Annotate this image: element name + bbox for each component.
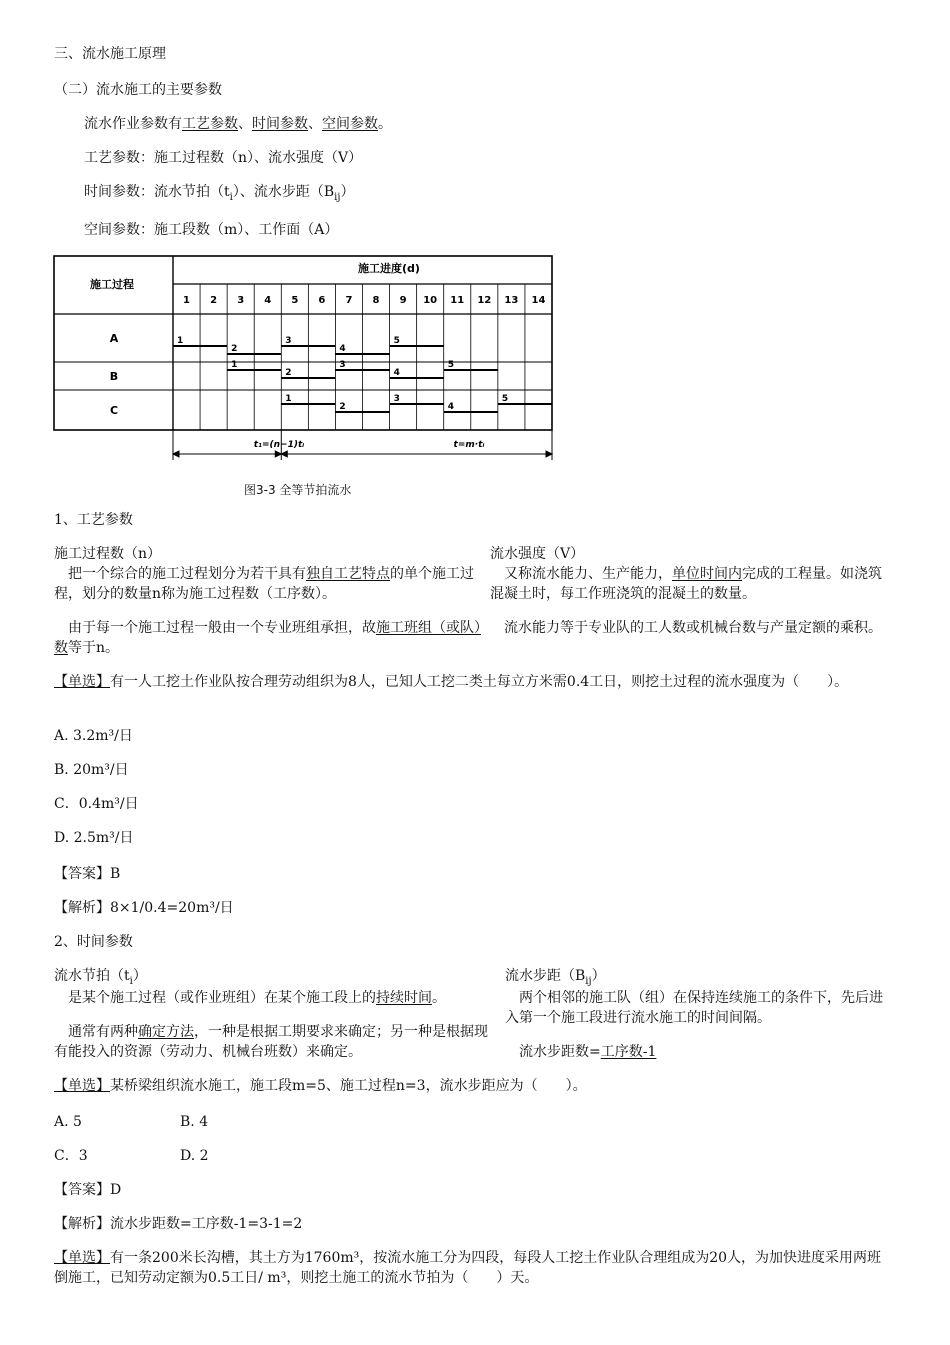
space-params-line: 空间参数：施工段数（m）、工作面（A）: [84, 222, 339, 238]
q2-option-b: B. 4: [180, 1114, 209, 1130]
row-label: A: [109, 332, 119, 345]
day-label: 5: [291, 295, 299, 306]
s2-left-title: [54, 966, 147, 989]
segment-label: 3: [393, 394, 400, 404]
intro-param-space: 空间参数: [322, 116, 378, 132]
text: 。: [432, 990, 446, 1006]
day-label: 14: [531, 295, 546, 306]
time-params-sub: i: [229, 191, 233, 203]
segment-label: 3: [339, 360, 346, 370]
s1-left-para-1: [54, 564, 482, 605]
intro-param-process: 工艺参数: [182, 116, 238, 132]
question-text: 有一人工挖土作业队按合理劳动组织为8人，已知人工挖二类土每立方米需0.4工日，则挖土过程的流水强度为（ ）。: [110, 674, 849, 690]
s1-left-para-2: [54, 618, 482, 659]
segment-label: 2: [339, 402, 346, 412]
segment-label: 3: [285, 336, 292, 346]
subscript: i: [129, 975, 133, 987]
row-label: B: [109, 370, 119, 383]
intro-line: [84, 114, 392, 134]
row-label: C: [109, 404, 119, 417]
underlined-term: 独自工艺特点: [306, 566, 390, 582]
segment-label: 5: [501, 394, 509, 404]
time-params-line: [84, 182, 354, 205]
dimension-arrowhead: [173, 451, 179, 457]
q2-answer: 【答案】D: [54, 1182, 122, 1198]
dimension-arrowhead: [281, 451, 287, 457]
s2-right-para-1: 两个相邻的施工队（组）在保持连续施工的条件下，先后进入第一个施工段进行流水施工的时间间隔。: [505, 990, 883, 1027]
day-label: 8: [372, 295, 380, 306]
s2-left-para-2: [54, 1022, 498, 1063]
header-progress: 施工进度(d): [358, 262, 420, 275]
section-1-heading: 1、工艺参数: [54, 512, 133, 528]
intro-suffix: 。: [378, 116, 392, 132]
text: ）: [132, 968, 147, 984]
text: 的单个施工过程，划分的数量n称为施工过程数（工序数）。: [54, 566, 474, 603]
segment-label: 5: [447, 360, 454, 370]
q1-option-b: B. 20m³/日: [54, 762, 129, 778]
q1-answer: 【答案】B: [54, 866, 121, 882]
process-params-line: 工艺参数：施工过程数（n）、流水强度（V）: [84, 150, 363, 166]
flow-schedule-figure: [52, 254, 555, 464]
intro-prefix: 流水作业参数有: [84, 116, 182, 132]
underlined-term: 施工班组（或队）数: [54, 620, 481, 657]
s1-right-para-2: 流水能力等于专业队的工人数或机械台数与产量定额的乘积。: [504, 620, 882, 636]
header-process: 施工过程: [90, 278, 134, 291]
text: 通常有两种: [68, 1024, 138, 1040]
day-label: 10: [423, 295, 438, 306]
text: 流水节拍（t: [54, 968, 130, 984]
s1-right-para-1: [490, 564, 890, 605]
underlined-term: 持续时间: [376, 990, 432, 1006]
text: 完成的工程量。如浇筑混凝土时，每工作班浇筑的混凝土的数量。: [490, 566, 882, 603]
segment-label: 4: [393, 368, 400, 378]
text: 流水步距数=: [519, 1044, 601, 1060]
segment-label: 5: [393, 336, 400, 346]
day-label: 11: [450, 295, 465, 306]
subscript: ij: [585, 975, 592, 987]
q1-stem: [54, 672, 890, 692]
time-params-prefix: 时间参数：流水节拍（t: [84, 184, 230, 200]
question-text: 某桥梁组织流水施工，施工段m=5、施工过程n=3，流水步距应为（ ）。: [110, 1078, 587, 1094]
segment-label: 4: [339, 344, 346, 354]
time-params-mid: ）、流水步距（B: [232, 184, 335, 200]
segment-label: 2: [285, 368, 292, 378]
q1-analysis: 【解析】8×1/0.4=20m³/日: [54, 900, 234, 916]
dimension-arrowhead: [546, 451, 552, 457]
intro-sep: 、: [308, 116, 322, 132]
question-tag: 【单选】: [54, 1078, 110, 1094]
underlined-term: 工序数-1: [600, 1044, 657, 1060]
text: ，一种是根据工期要求来确定；另一种是根据现有能投入的资源（劳动力、机械台班数）来确定。: [54, 1024, 488, 1061]
text: 把一个综合的施工过程划分为若干具有: [68, 566, 306, 582]
q2-stem: [54, 1076, 587, 1096]
formula-right: t=m·tᵢ: [453, 440, 485, 450]
q2-option-c: C．3: [54, 1148, 88, 1164]
day-label: 13: [504, 295, 519, 306]
text: 由于每一个施工过程一般由一个专业班组承担，故: [68, 620, 376, 636]
underlined-term: 确定方法: [138, 1024, 194, 1040]
q2-analysis: 【解析】流水步距数=工序数-1=3-1=2: [54, 1216, 303, 1232]
text: 是某个施工过程（或作业班组）在某个施工段上的: [68, 990, 376, 1006]
day-label: 12: [477, 295, 492, 306]
segment-label: 1: [177, 336, 184, 346]
s2-left-para-1: [54, 988, 498, 1008]
segment-label: 4: [447, 402, 454, 412]
intro-param-time: 时间参数: [252, 116, 308, 132]
s2-right-title: [505, 966, 606, 989]
q2-option-a: A. 5: [54, 1114, 82, 1130]
day-label: 1: [183, 295, 191, 306]
time-params-suffix: ）: [340, 184, 355, 200]
question-tag: 【单选】: [54, 1250, 110, 1266]
question-tag: 【单选】: [54, 674, 110, 690]
formula-left: t₁=(n−1)tᵢ: [253, 440, 305, 450]
s1-right-title: 流水强度（V）: [490, 546, 585, 562]
subsection-title: （二）流水施工的主要参数: [54, 82, 222, 98]
day-label: 7: [345, 295, 353, 306]
section-2-heading: 2、时间参数: [54, 934, 133, 950]
text: 等于n。: [68, 640, 120, 657]
q1-option-a: A. 3.2m³/日: [54, 728, 133, 744]
q2-option-d: D. 2: [180, 1148, 209, 1164]
segment-label: 2: [231, 344, 238, 354]
text: ）: [591, 968, 606, 984]
s1-left-title: 施工过程数（n）: [54, 546, 162, 562]
day-label: 9: [399, 295, 407, 306]
q1-option-c: C．0.4m³/日: [54, 796, 139, 812]
day-label: 2: [210, 295, 218, 306]
s2-right-para-2: [519, 1042, 656, 1062]
underlined-term: 单位时间内: [672, 566, 742, 582]
time-params-sub: ij: [334, 191, 341, 203]
segment-label: 1: [231, 360, 238, 370]
section-title: 三、流水施工原理: [54, 46, 166, 62]
intro-sep: 、: [238, 116, 252, 132]
day-label: 6: [318, 295, 326, 306]
text: 流水步距（B: [505, 968, 586, 984]
q3-stem: [54, 1248, 892, 1289]
day-label: 3: [237, 295, 245, 306]
day-label: 4: [264, 295, 272, 306]
figure-caption: 图3-3 全等节拍流水: [244, 483, 352, 497]
segment-label: 1: [285, 394, 292, 404]
question-text: 有一条200米长沟槽，其土方为1760m³，按流水施工分为四段，每段人工挖土作业队合理组成为20人，为加快进度采用两班倒施工，已知劳动定额为0.5工日/ m³，则挖土施工的流水节拍为（ ）天。: [54, 1250, 882, 1287]
q1-option-d: D. 2.5m³/日: [54, 830, 134, 846]
text: 又称流水能力、生产能力，: [504, 566, 672, 582]
